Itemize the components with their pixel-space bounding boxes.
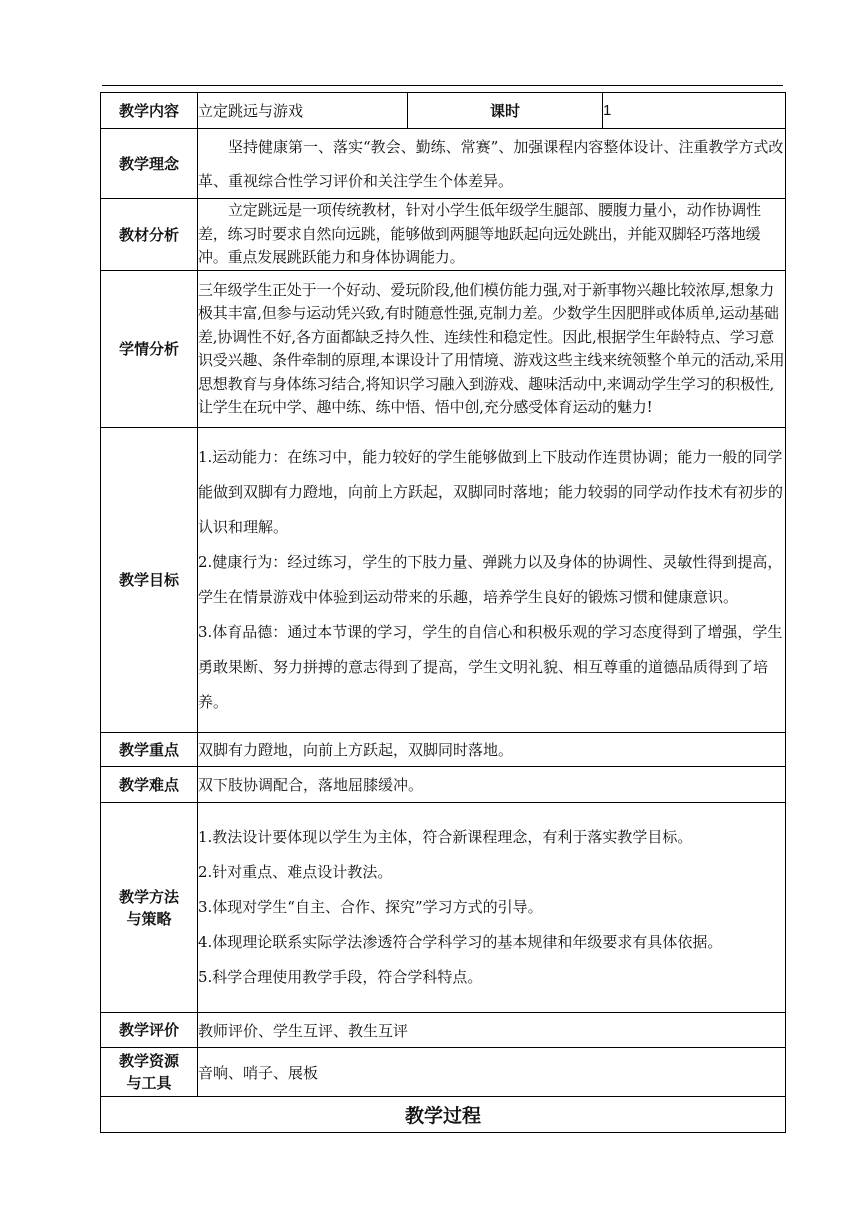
period-value: 1: [603, 93, 786, 129]
topic-label: 教学内容: [101, 93, 198, 129]
lesson-plan-table: [100, 92, 786, 1133]
section-title: 教学过程: [101, 1097, 786, 1133]
concept-cell: [198, 129, 786, 199]
row-evaluation: [101, 1013, 786, 1048]
methods-label-line2: 与策略: [126, 909, 172, 928]
row-concept: [101, 129, 786, 199]
method-item: 4.体现理论联系实际学法渗透符合学科学习的基本规律和年级要求有具体依据。: [198, 933, 723, 951]
resources-label-line1: 教学资源: [118, 1052, 179, 1070]
material-text: 立定跳远是一项传统教材，针对小学生低年级学生腿部、腰腹力量小，动作协调性差，练习时要求自然向远跳，能够做到两腿等地跃起向远处跳出，并能双脚轻巧落地缓冲。重点发展跳跃能力和身体协调能力。: [198, 201, 761, 267]
concept-label: 教学理念: [101, 129, 198, 199]
row-methods: [101, 803, 786, 1013]
students-text: 三年级学生正处于一个好动、爱玩阶段,他们模仿能力强,对于新事物兴趣比较浓厚,想象力极其丰富,但参与运动凭兴致,有时随意性强,克制力差。少数学生因肥胖或体质单,运动基础差,协调性不好,各方面都缺乏持久性、连续性和稳定性。因此,根据学生年龄特点、学习意识受兴趣、条件牵制的原理,本课设计了用情境、游戏这些主线来统领整个单元的活动,采用思想教育与身体练习结合,将知识学习融入到游戏、趣味活动中,来调动学生学习的积极性,让学生在玩中学、趣中练、练中悟、悟中创,充分感受体育运动的魅力!: [198, 280, 785, 416]
row-material: [101, 199, 786, 271]
resources-label-line2: 与工具: [126, 1074, 172, 1092]
method-item: 2.针对重点、难点设计教法。: [198, 863, 393, 881]
methods-label-line1: 教学方法: [118, 887, 179, 906]
row-students: [101, 271, 786, 428]
resources-label: [101, 1048, 198, 1097]
method-item: 5.科学合理使用教学手段，符合学科特点。: [198, 968, 483, 986]
header-rule: [102, 85, 783, 86]
row-resources: [101, 1048, 786, 1097]
row-goals: [101, 428, 786, 733]
row-topic: [101, 93, 786, 129]
goals-label: 教学目标: [101, 428, 198, 733]
material-label: 教材分析: [101, 199, 198, 271]
methods-label: [101, 803, 198, 1013]
row-key-point: [101, 733, 786, 767]
goals-cell: [198, 428, 786, 733]
students-label: 学情分析: [101, 271, 198, 428]
row-difficulty: [101, 767, 786, 803]
difficulty-text: 双下肢协调配合，落地屈膝缓冲。: [198, 767, 786, 803]
goal-item: 2.健康行为：经过练习，学生的下肢力量、弹跳力以及身体的协调性、灵敏性得到提高，学生在情景游戏中体验到运动带来的乐趣，培养学生良好的锻炼习惯和健康意识。: [198, 553, 783, 606]
material-cell: [198, 199, 786, 271]
resources-text: 音响、哨子、展板: [198, 1048, 786, 1097]
method-item: 1.教法设计要体现以学生为主体，符合新课程理念，有利于落实教学目标。: [198, 828, 693, 846]
topic-value: 立定跳远与游戏: [198, 93, 408, 129]
students-cell: [198, 271, 786, 428]
difficulty-label: 教学难点: [101, 767, 198, 803]
goal-item: 3.体育品德：通过本节课的学习，学生的自信心和积极乐观的学习态度得到了增强，学生勇敢果断、努力拼搏的意志得到了提高，学生文明礼貌、相互尊重的道德品质得到了培养。: [198, 623, 783, 711]
evaluation-label: 教学评价: [101, 1013, 198, 1048]
period-label: 课时: [408, 93, 603, 129]
methods-cell: [198, 803, 786, 1013]
goal-item: 1.运动能力：在练习中，能力较好的学生能够做到上下肢动作连贯协调；能力一般的同学能做到双脚有力蹬地，向前上方跃起，双脚同时落地；能力较弱的同学动作技术有初步的认识和理解。: [198, 448, 784, 536]
row-section-title: [101, 1097, 786, 1133]
concept-text: 坚持健康第一、落实“教会、勤练、常赛”、加强课程内容整体设计、注重教学方式改革、重视综合性学习评价和关注学生个体差异。: [198, 137, 784, 190]
evaluation-text: 教师评价、学生互评、教生互评: [198, 1013, 786, 1048]
key-point-text: 双脚有力蹬地，向前上方跃起，双脚同时落地。: [198, 733, 786, 767]
method-item: 3.体现对学生“自主、合作、探究”学习方式的引导。: [198, 898, 543, 916]
key-point-label: 教学重点: [101, 733, 198, 767]
